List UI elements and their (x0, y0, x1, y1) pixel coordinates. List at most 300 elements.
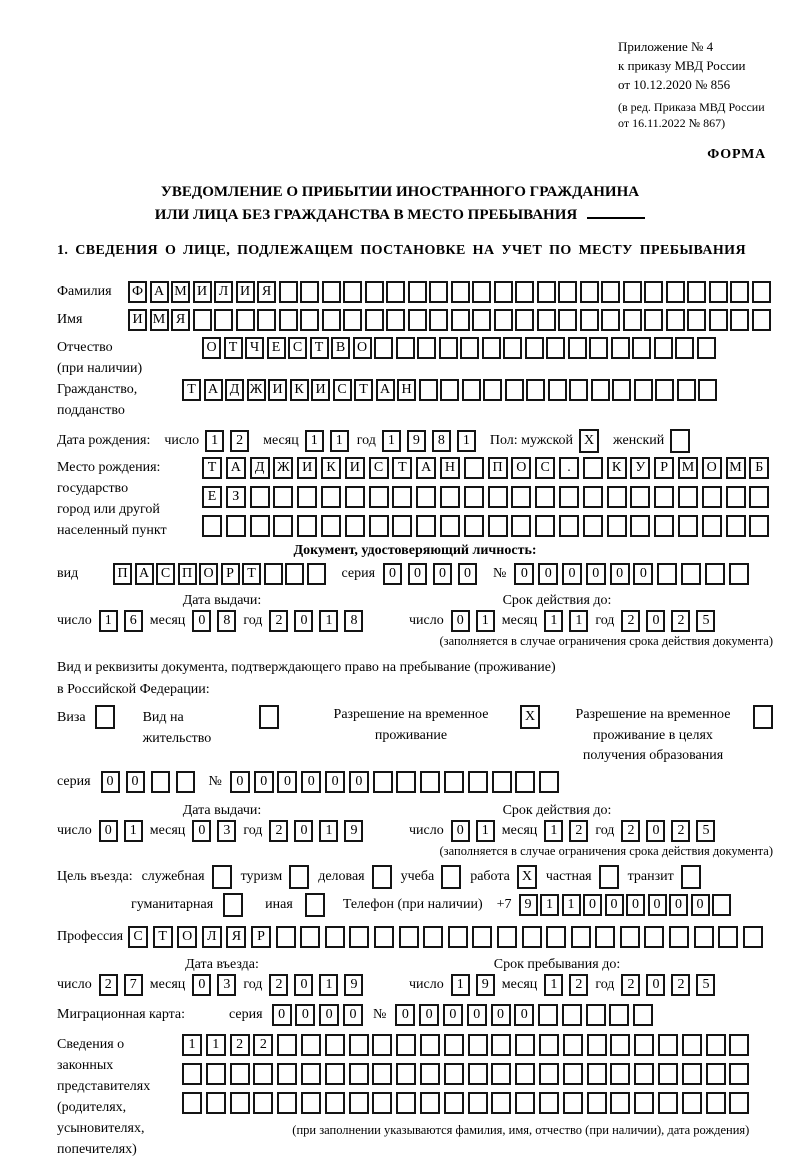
char-cell[interactable] (599, 865, 619, 889)
char-cell[interactable]: Е (267, 337, 286, 359)
char-cell[interactable]: 2 (230, 430, 249, 452)
char-cell[interactable] (440, 486, 460, 508)
char-cell[interactable] (325, 926, 345, 948)
char-cell[interactable]: 0 (610, 563, 630, 585)
char-cell[interactable]: 0 (648, 894, 667, 916)
char-cell[interactable] (526, 379, 545, 401)
char-cell[interactable]: 1 (457, 430, 476, 452)
char-cell[interactable]: 1 (124, 820, 143, 842)
char-cell[interactable] (559, 515, 579, 537)
char-cell[interactable]: К (607, 457, 627, 479)
char-cell[interactable]: К (290, 379, 309, 401)
char-cell[interactable]: 0 (583, 894, 602, 916)
char-cell[interactable] (349, 1092, 369, 1114)
char-cell[interactable]: Я (171, 309, 190, 331)
char-cell[interactable] (611, 337, 630, 359)
char-cell[interactable] (687, 309, 706, 331)
char-cell[interactable] (301, 1034, 321, 1056)
char-cell[interactable]: 0 (192, 610, 211, 632)
char-cell[interactable] (444, 771, 464, 793)
char-cell[interactable]: 1 (182, 1034, 202, 1056)
char-cell[interactable] (343, 309, 362, 331)
char-cell[interactable] (95, 705, 115, 729)
char-cell[interactable] (658, 1034, 678, 1056)
char-cell[interactable] (365, 281, 384, 303)
char-cell[interactable] (369, 515, 389, 537)
char-cell[interactable]: И (311, 379, 330, 401)
char-cell[interactable]: 2 (269, 974, 288, 996)
char-cell[interactable]: Т (224, 337, 243, 359)
char-cell[interactable] (372, 1063, 392, 1085)
char-cell[interactable] (654, 515, 674, 537)
char-cell[interactable] (601, 309, 620, 331)
char-cell[interactable]: Т (242, 563, 261, 585)
char-cell[interactable]: А (226, 457, 246, 479)
char-cell[interactable] (515, 281, 534, 303)
char-cell[interactable] (343, 281, 362, 303)
char-cell[interactable] (730, 281, 749, 303)
char-cell[interactable]: М (171, 281, 190, 303)
char-cell[interactable] (300, 926, 320, 948)
char-cell[interactable] (386, 309, 405, 331)
char-cell[interactable]: Ж (273, 457, 293, 479)
char-cell[interactable]: Т (392, 457, 412, 479)
char-cell[interactable] (429, 281, 448, 303)
char-cell[interactable] (753, 705, 773, 729)
char-cell[interactable] (634, 379, 653, 401)
char-cell[interactable] (259, 705, 279, 729)
char-cell[interactable]: О (702, 457, 722, 479)
char-cell[interactable] (448, 926, 468, 948)
char-cell[interactable] (705, 563, 725, 585)
char-cell[interactable]: 0 (562, 563, 582, 585)
char-cell[interactable] (322, 281, 341, 303)
char-cell[interactable]: Н (397, 379, 416, 401)
char-cell[interactable]: 0 (514, 563, 534, 585)
char-cell[interactable] (583, 457, 603, 479)
char-cell[interactable] (214, 309, 233, 331)
char-cell[interactable] (488, 486, 508, 508)
char-cell[interactable] (505, 379, 524, 401)
char-cell[interactable] (681, 563, 701, 585)
char-cell[interactable]: 0 (538, 563, 558, 585)
char-cell[interactable]: 9 (344, 974, 363, 996)
char-cell[interactable] (462, 379, 481, 401)
char-cell[interactable] (305, 893, 325, 917)
char-cell[interactable] (729, 1034, 749, 1056)
char-cell[interactable] (539, 771, 559, 793)
char-cell[interactable] (345, 486, 365, 508)
char-cell[interactable]: 0 (230, 771, 250, 793)
char-cell[interactable]: 2 (671, 974, 690, 996)
char-cell[interactable] (408, 309, 427, 331)
char-cell[interactable] (372, 1034, 392, 1056)
char-cell[interactable] (702, 515, 722, 537)
char-cell[interactable] (515, 1092, 535, 1114)
char-cell[interactable] (429, 309, 448, 331)
char-cell[interactable] (706, 1034, 726, 1056)
char-cell[interactable] (670, 429, 690, 453)
char-cell[interactable]: 0 (691, 894, 710, 916)
char-cell[interactable] (468, 1092, 488, 1114)
char-cell[interactable] (571, 926, 591, 948)
char-cell[interactable] (472, 926, 492, 948)
char-cell[interactable] (539, 1034, 559, 1056)
char-cell[interactable] (325, 1092, 345, 1114)
char-cell[interactable] (464, 486, 484, 508)
char-cell[interactable] (468, 1034, 488, 1056)
char-cell[interactable]: Л (202, 926, 222, 948)
char-cell[interactable]: 8 (217, 610, 236, 632)
char-cell[interactable]: Р (221, 563, 240, 585)
char-cell[interactable]: Т (310, 337, 329, 359)
char-cell[interactable] (420, 1092, 440, 1114)
char-cell[interactable]: 9 (476, 974, 495, 996)
char-cell[interactable]: 0 (126, 771, 145, 793)
char-cell[interactable] (212, 865, 232, 889)
char-cell[interactable] (569, 379, 588, 401)
char-cell[interactable]: 3 (217, 820, 236, 842)
char-cell[interactable] (325, 1063, 345, 1085)
char-cell[interactable]: 6 (124, 610, 143, 632)
char-cell[interactable] (563, 1034, 583, 1056)
char-cell[interactable] (464, 457, 484, 479)
char-cell[interactable]: 0 (626, 894, 645, 916)
char-cell[interactable] (537, 309, 556, 331)
char-cell[interactable] (535, 515, 555, 537)
char-cell[interactable] (587, 1092, 607, 1114)
char-cell[interactable]: 0 (458, 563, 477, 585)
char-cell[interactable] (372, 865, 392, 889)
char-cell[interactable] (439, 337, 458, 359)
char-cell[interactable]: 1 (382, 430, 401, 452)
char-cell[interactable] (538, 1004, 558, 1026)
char-cell[interactable]: О (353, 337, 372, 359)
char-cell[interactable]: 0 (295, 1004, 315, 1026)
char-cell[interactable] (669, 926, 689, 948)
char-cell[interactable]: Т (182, 379, 201, 401)
char-cell[interactable]: 1 (540, 894, 559, 916)
char-cell[interactable] (607, 515, 627, 537)
char-cell[interactable] (729, 1092, 749, 1114)
char-cell[interactable]: 1 (544, 820, 563, 842)
char-cell[interactable]: 2 (621, 610, 640, 632)
char-cell[interactable]: X (579, 429, 599, 453)
char-cell[interactable]: Т (202, 457, 222, 479)
char-cell[interactable]: 2 (569, 974, 588, 996)
char-cell[interactable]: X (520, 705, 540, 729)
char-cell[interactable] (497, 926, 517, 948)
char-cell[interactable] (697, 337, 716, 359)
char-cell[interactable] (525, 337, 544, 359)
char-cell[interactable] (257, 309, 276, 331)
char-cell[interactable] (612, 379, 631, 401)
char-cell[interactable]: М (678, 457, 698, 479)
char-cell[interactable]: Б (749, 457, 769, 479)
char-cell[interactable]: 1 (544, 610, 563, 632)
char-cell[interactable]: И (345, 457, 365, 479)
char-cell[interactable]: Ч (245, 337, 264, 359)
char-cell[interactable] (396, 337, 415, 359)
char-cell[interactable] (654, 337, 673, 359)
char-cell[interactable] (369, 486, 389, 508)
char-cell[interactable] (494, 281, 513, 303)
char-cell[interactable]: 0 (343, 1004, 363, 1026)
char-cell[interactable] (730, 309, 749, 331)
char-cell[interactable]: 5 (696, 820, 715, 842)
char-cell[interactable]: 2 (269, 820, 288, 842)
char-cell[interactable]: 5 (696, 974, 715, 996)
char-cell[interactable] (277, 1034, 297, 1056)
char-cell[interactable] (743, 926, 763, 948)
char-cell[interactable] (586, 1004, 606, 1026)
char-cell[interactable]: 0 (294, 610, 313, 632)
char-cell[interactable]: Ж (247, 379, 266, 401)
char-cell[interactable] (440, 379, 459, 401)
char-cell[interactable]: 1 (206, 1034, 226, 1056)
char-cell[interactable] (712, 894, 731, 916)
char-cell[interactable]: З (226, 486, 246, 508)
char-cell[interactable] (511, 515, 531, 537)
char-cell[interactable]: 2 (269, 610, 288, 632)
char-cell[interactable] (300, 281, 319, 303)
char-cell[interactable] (655, 379, 674, 401)
char-cell[interactable] (297, 486, 317, 508)
char-cell[interactable] (182, 1063, 202, 1085)
char-cell[interactable] (580, 309, 599, 331)
char-cell[interactable] (698, 379, 717, 401)
char-cell[interactable]: 2 (230, 1034, 250, 1056)
char-cell[interactable] (416, 515, 436, 537)
char-cell[interactable]: К (321, 457, 341, 479)
char-cell[interactable] (273, 486, 293, 508)
char-cell[interactable] (726, 515, 746, 537)
char-cell[interactable] (325, 1034, 345, 1056)
char-cell[interactable] (568, 337, 587, 359)
char-cell[interactable]: 0 (294, 974, 313, 996)
char-cell[interactable]: 1 (319, 820, 338, 842)
char-cell[interactable]: Н (440, 457, 460, 479)
char-cell[interactable] (515, 771, 535, 793)
char-cell[interactable] (444, 1063, 464, 1085)
char-cell[interactable]: Т (153, 926, 173, 948)
char-cell[interactable] (607, 486, 627, 508)
char-cell[interactable] (472, 281, 491, 303)
char-cell[interactable]: 0 (408, 563, 427, 585)
char-cell[interactable] (515, 1063, 535, 1085)
char-cell[interactable] (322, 309, 341, 331)
char-cell[interactable]: 2 (99, 974, 118, 996)
char-cell[interactable] (677, 379, 696, 401)
char-cell[interactable]: 1 (99, 610, 118, 632)
char-cell[interactable]: А (416, 457, 436, 479)
char-cell[interactable]: 0 (605, 894, 624, 916)
char-cell[interactable] (630, 515, 650, 537)
char-cell[interactable] (623, 281, 642, 303)
char-cell[interactable]: 0 (349, 771, 369, 793)
char-cell[interactable]: 7 (124, 974, 143, 996)
char-cell[interactable]: 1 (569, 610, 588, 632)
char-cell[interactable] (563, 1092, 583, 1114)
char-cell[interactable] (678, 515, 698, 537)
char-cell[interactable]: 1 (476, 820, 495, 842)
char-cell[interactable] (682, 1034, 702, 1056)
char-cell[interactable] (491, 1063, 511, 1085)
char-cell[interactable] (396, 1034, 416, 1056)
char-cell[interactable] (420, 771, 440, 793)
char-cell[interactable]: Е (202, 486, 222, 508)
char-cell[interactable]: Р (251, 926, 271, 948)
char-cell[interactable]: 0 (272, 1004, 292, 1026)
char-cell[interactable]: 0 (395, 1004, 415, 1026)
char-cell[interactable] (349, 1063, 369, 1085)
char-cell[interactable] (277, 1063, 297, 1085)
char-cell[interactable]: 0 (514, 1004, 534, 1026)
char-cell[interactable] (609, 1004, 629, 1026)
char-cell[interactable] (223, 893, 243, 917)
char-cell[interactable] (515, 309, 534, 331)
char-cell[interactable]: П (178, 563, 197, 585)
char-cell[interactable] (301, 1063, 321, 1085)
char-cell[interactable] (206, 1063, 226, 1085)
char-cell[interactable] (644, 926, 664, 948)
char-cell[interactable] (451, 281, 470, 303)
char-cell[interactable] (709, 281, 728, 303)
char-cell[interactable] (583, 486, 603, 508)
char-cell[interactable]: Л (214, 281, 233, 303)
char-cell[interactable] (253, 1092, 273, 1114)
char-cell[interactable] (666, 281, 685, 303)
char-cell[interactable]: 2 (671, 610, 690, 632)
char-cell[interactable] (589, 337, 608, 359)
char-cell[interactable] (678, 486, 698, 508)
char-cell[interactable] (460, 337, 479, 359)
char-cell[interactable] (654, 486, 674, 508)
char-cell[interactable] (752, 309, 771, 331)
char-cell[interactable]: 0 (254, 771, 274, 793)
char-cell[interactable] (374, 337, 393, 359)
char-cell[interactable]: О (202, 337, 221, 359)
char-cell[interactable] (709, 309, 728, 331)
char-cell[interactable] (583, 515, 603, 537)
char-cell[interactable]: Д (250, 457, 270, 479)
char-cell[interactable] (595, 926, 615, 948)
char-cell[interactable] (417, 337, 436, 359)
char-cell[interactable]: 2 (569, 820, 588, 842)
char-cell[interactable] (726, 486, 746, 508)
char-cell[interactable] (634, 1092, 654, 1114)
char-cell[interactable] (297, 515, 317, 537)
char-cell[interactable] (277, 1092, 297, 1114)
char-cell[interactable] (491, 1092, 511, 1114)
char-cell[interactable]: 1 (205, 430, 224, 452)
char-cell[interactable] (321, 486, 341, 508)
char-cell[interactable] (372, 1092, 392, 1114)
char-cell[interactable]: 0 (646, 974, 665, 996)
char-cell[interactable] (558, 309, 577, 331)
char-cell[interactable] (416, 486, 436, 508)
char-cell[interactable]: 1 (305, 430, 324, 452)
char-cell[interactable] (546, 337, 565, 359)
char-cell[interactable] (687, 281, 706, 303)
char-cell[interactable] (206, 1092, 226, 1114)
char-cell[interactable] (666, 309, 685, 331)
char-cell[interactable]: 5 (696, 610, 715, 632)
char-cell[interactable]: 0 (669, 894, 688, 916)
char-cell[interactable]: 0 (192, 820, 211, 842)
char-cell[interactable]: 0 (319, 1004, 339, 1026)
char-cell[interactable]: 0 (99, 820, 118, 842)
char-cell[interactable] (558, 281, 577, 303)
char-cell[interactable]: 0 (451, 820, 470, 842)
char-cell[interactable] (408, 281, 427, 303)
char-cell[interactable] (451, 309, 470, 331)
char-cell[interactable] (601, 281, 620, 303)
char-cell[interactable] (511, 486, 531, 508)
char-cell[interactable] (729, 1063, 749, 1085)
char-cell[interactable] (468, 1063, 488, 1085)
char-cell[interactable]: Р (654, 457, 674, 479)
char-cell[interactable]: 0 (192, 974, 211, 996)
char-cell[interactable] (749, 515, 769, 537)
char-cell[interactable] (535, 486, 555, 508)
char-cell[interactable] (300, 309, 319, 331)
char-cell[interactable] (587, 1063, 607, 1085)
char-cell[interactable] (702, 486, 722, 508)
char-cell[interactable] (202, 515, 222, 537)
char-cell[interactable] (634, 1034, 654, 1056)
char-cell[interactable] (610, 1092, 630, 1114)
char-cell[interactable] (349, 1034, 369, 1056)
char-cell[interactable]: О (177, 926, 197, 948)
char-cell[interactable]: 1 (319, 974, 338, 996)
char-cell[interactable] (420, 1034, 440, 1056)
char-cell[interactable] (537, 281, 556, 303)
char-cell[interactable]: И (193, 281, 212, 303)
char-cell[interactable] (193, 309, 212, 331)
char-cell[interactable] (546, 926, 566, 948)
char-cell[interactable] (563, 1063, 583, 1085)
char-cell[interactable] (374, 926, 394, 948)
char-cell[interactable]: 2 (253, 1034, 273, 1056)
char-cell[interactable] (644, 309, 663, 331)
char-cell[interactable]: 0 (491, 1004, 511, 1026)
char-cell[interactable] (345, 515, 365, 537)
char-cell[interactable] (444, 1092, 464, 1114)
char-cell[interactable] (151, 771, 170, 793)
char-cell[interactable] (420, 1063, 440, 1085)
char-cell[interactable] (658, 1092, 678, 1114)
char-cell[interactable] (264, 563, 283, 585)
char-cell[interactable] (250, 515, 270, 537)
char-cell[interactable]: 0 (646, 820, 665, 842)
char-cell[interactable]: 1 (562, 894, 581, 916)
char-cell[interactable]: В (331, 337, 350, 359)
char-cell[interactable] (718, 926, 738, 948)
char-cell[interactable]: С (128, 926, 148, 948)
char-cell[interactable]: Д (225, 379, 244, 401)
char-cell[interactable] (610, 1063, 630, 1085)
char-cell[interactable]: 0 (443, 1004, 463, 1026)
char-cell[interactable] (349, 926, 369, 948)
char-cell[interactable]: М (726, 457, 746, 479)
char-cell[interactable] (176, 771, 195, 793)
char-cell[interactable]: И (236, 281, 255, 303)
char-cell[interactable] (396, 1063, 416, 1085)
char-cell[interactable]: 1 (476, 610, 495, 632)
char-cell[interactable] (658, 1063, 678, 1085)
char-cell[interactable] (373, 771, 393, 793)
